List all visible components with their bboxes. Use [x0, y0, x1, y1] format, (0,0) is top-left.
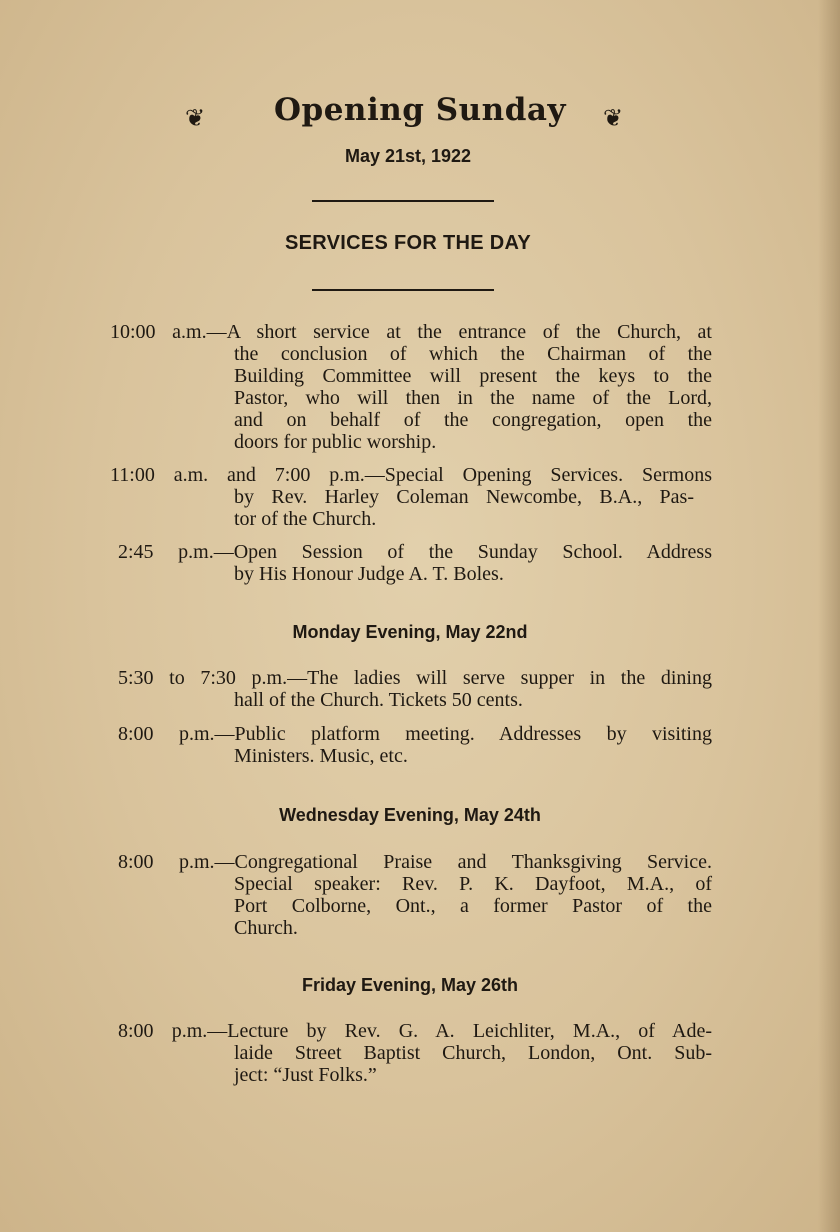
- monday-entry-1: [118, 667, 712, 711]
- entry-line: by His Honour Judge A. T. Boles.: [234, 563, 504, 585]
- entry-line: 5:30 to 7:30 p.m.—The ladies will serve supper in the dining: [118, 667, 712, 689]
- entry-line: and on behalf of the congregation, open the: [234, 409, 712, 431]
- entry-line: doors for public worship.: [234, 431, 437, 453]
- friday-entry-1: [118, 1020, 712, 1086]
- entry-line: 8:00 p.m.—Congregational Praise and Thanksgiving Service.: [118, 851, 712, 873]
- entry-line: Special speaker: Rev. P. K. Dayfoot, M.A., of: [234, 873, 712, 895]
- opening-date: May 21st, 1922: [344, 146, 472, 166]
- entry-line: 11:00 a.m. and 7:00 p.m.—Special Opening Services. Sermons: [110, 464, 712, 486]
- sunday-entry-1: [110, 321, 712, 453]
- monday-entry-2: [118, 723, 712, 767]
- entry-line: Ministers. Music, etc.: [234, 745, 408, 767]
- entry-line: Pastor, who will then in the name of the Lord,: [234, 387, 712, 409]
- services-heading: SERVICES FOR THE DAY: [284, 232, 532, 254]
- sunday-entry-3: [118, 541, 712, 585]
- entry-line: laide Street Baptist Church, London, Ont. Sub-: [234, 1042, 712, 1064]
- entry-line: Building Committee will present the keys to the: [234, 365, 712, 387]
- wednesday-entry-1: [118, 851, 712, 939]
- entry-line: 8:00 p.m.—Public platform meeting. Addresses by visiting: [118, 723, 712, 745]
- fleuron-left-icon: ❦: [185, 104, 206, 132]
- entry-line: 2:45 p.m.—Open Session of the Sunday School. Address: [118, 541, 712, 563]
- divider-top: [312, 200, 494, 202]
- entry-line: hall of the Church. Tickets 50 cents.: [234, 689, 523, 711]
- wednesday-heading: Wednesday Evening, May 24th: [279, 805, 541, 825]
- entry-line: Church.: [234, 917, 298, 939]
- divider-bottom: [312, 289, 494, 291]
- sunday-entry-2: [110, 464, 712, 530]
- entry-line: by Rev. Harley Coleman Newcombe, B.A., Pas-: [234, 486, 694, 508]
- monday-heading: Monday Evening, May 22nd: [292, 622, 528, 642]
- friday-heading: Friday Evening, May 26th: [301, 975, 519, 995]
- entry-line: ject: “Just Folks.”: [234, 1064, 377, 1086]
- entry-line: 10:00 a.m.—A short service at the entrance of the Church, at: [110, 321, 712, 343]
- entry-line: Port Colborne, Ont., a former Pastor of the: [234, 895, 712, 917]
- entry-line: the conclusion of which the Chairman of the: [234, 343, 712, 365]
- page-title: Opening Sunday: [274, 92, 566, 128]
- entry-line: 8:00 p.m.—Lecture by Rev. G. A. Leichliter, M.A., of Ade-: [118, 1020, 712, 1042]
- entry-line: tor of the Church.: [234, 508, 377, 530]
- fleuron-right-icon: ❦: [603, 104, 624, 132]
